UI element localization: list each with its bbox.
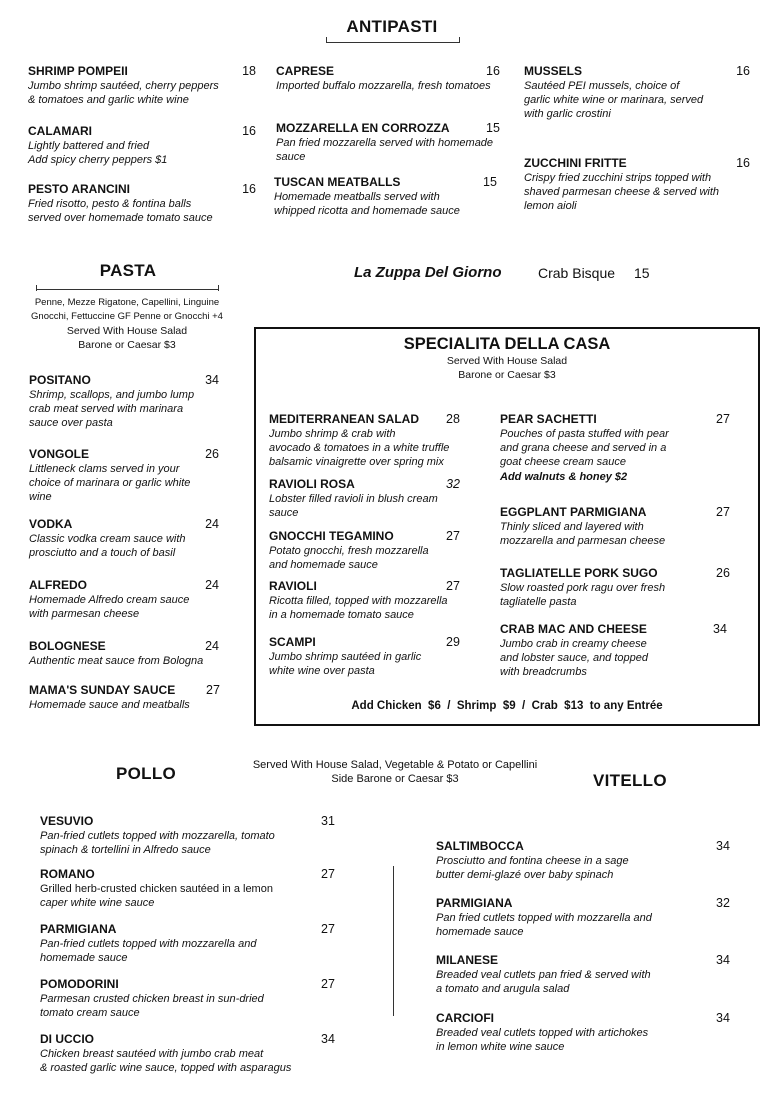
item-description: and grana cheese and served in a	[500, 442, 667, 454]
soup-title: La Zuppa Del Giorno	[354, 264, 502, 281]
item-name: VODKA	[29, 517, 73, 531]
item-name: RAVIOLI	[269, 579, 317, 593]
pasta-title: PASTA	[99, 261, 157, 280]
item-description: shaved parmesan cheese & served with	[524, 186, 720, 198]
menu-item-vesuvio	[40, 814, 340, 857]
item-description: Homemade Alfredo cream sauce	[29, 594, 190, 606]
menu-item-zucchini-fritte	[524, 156, 750, 213]
item-description: Breaded veal cutlets pan fried & served with	[436, 969, 651, 981]
column-divider	[393, 866, 394, 1016]
item-price: 27	[321, 867, 335, 881]
pasta-note: Gnocchi, Fettuccine GF Penne or Gnocchi +4	[31, 311, 223, 322]
item-description: Add spicy cherry peppers $1	[28, 154, 168, 166]
item-description: with parmesan cheese	[29, 608, 140, 620]
menu-item-mozzarella-en-corrozza	[276, 121, 506, 164]
addon-prices: Add Chicken $6 / Shrimp $9 / Crab $13 to any Entrée	[351, 700, 663, 712]
menu-item-bolognese	[29, 639, 219, 668]
item-description: Homemade meatballs served with	[274, 191, 440, 203]
item-description: lemon aioli	[524, 200, 577, 212]
item-price: 34	[321, 1032, 335, 1046]
item-price: 26	[205, 447, 219, 461]
menu-item-crab-mac-and-cheese	[500, 622, 730, 679]
menu-item-pesto-arancini	[28, 182, 256, 225]
menu-item-calamari	[28, 124, 256, 167]
pollo-title: POLLO	[116, 764, 177, 783]
item-description: Grilled herb-crusted chicken sautéed in a lemon	[40, 883, 273, 895]
item-description: sauce over pasta	[29, 417, 113, 429]
item-price: 24	[205, 578, 219, 592]
item-price: 32	[716, 896, 730, 910]
pasta-note: Penne, Mezze Rigatone, Capellini, Linguine	[34, 297, 220, 308]
item-description: garlic white wine or marinara, served	[524, 94, 704, 106]
item-name: CARCIOFI	[436, 1011, 494, 1025]
item-name: VESUVIO	[40, 814, 94, 828]
item-description: spinach & tortellini in Alfredo sauce	[40, 844, 211, 856]
item-name: VONGOLE	[29, 447, 90, 461]
item-description: Ricotta filled, topped with mozzarella	[269, 595, 448, 607]
entree-note-line: Served With House Salad, Vegetable & Potato or Capellini	[252, 759, 538, 771]
menu-item-parmigiana-vitello	[436, 896, 736, 939]
menu-item-milanese	[436, 953, 736, 996]
item-description: Pan-fried cutlets topped with mozzarella and	[40, 938, 257, 950]
item-price: 16	[736, 64, 750, 78]
item-description: Breaded veal cutlets topped with artichokes	[436, 1027, 649, 1039]
item-name: ZUCCHINI FRITTE	[524, 156, 627, 170]
item-price: 34	[716, 953, 730, 967]
specialita-title: SPECIALITA DELLA CASA	[403, 335, 611, 353]
item-description: & roasted garlic wine sauce, topped with asparagus	[40, 1062, 292, 1074]
antipasti-title: ANTIPASTI	[346, 17, 438, 36]
item-description: balsamic vinaigrette over spring mix	[269, 456, 444, 468]
item-description: butter demi-glazé over baby spinach	[436, 869, 614, 881]
item-description: Pan fried cutlets topped with mozzarella and	[436, 912, 652, 924]
item-description: with breadcrumbs	[500, 666, 587, 678]
item-description: Jumbo crab in creamy cheese	[500, 638, 647, 650]
item-description: white wine over pasta	[269, 665, 375, 677]
item-name: MILANESE	[436, 953, 499, 967]
specialita-subtitle: Served With House Salad	[446, 355, 568, 367]
item-price: 26	[716, 566, 730, 580]
item-description: Lobster filled ravioli in blush cream	[269, 493, 438, 505]
item-name: GNOCCHI TEGAMINO	[269, 529, 394, 543]
item-price: 28	[446, 412, 460, 426]
item-description: Slow roasted pork ragu over fresh	[500, 582, 666, 594]
item-price: 15	[486, 121, 500, 135]
item-description: Chicken breast sautéed with jumbo crab meat	[40, 1048, 264, 1060]
item-price: 34	[713, 622, 727, 636]
antipasti-rule-cap-right	[459, 37, 460, 43]
item-description: with garlic crostini	[524, 108, 611, 120]
item-price: 27	[716, 505, 730, 519]
pasta-note: Barone or Caesar $3	[78, 339, 176, 351]
item-name: DI UCCIO	[40, 1032, 94, 1046]
menu-item-vodka	[29, 517, 219, 560]
item-price: 27	[321, 922, 335, 936]
item-description: Homemade sauce and meatballs	[29, 699, 190, 711]
item-description: Littleneck clams served in your	[29, 463, 180, 475]
item-price: 29	[446, 635, 460, 649]
item-description: Thinly sliced and layered with	[500, 521, 644, 533]
item-price: 32	[446, 477, 460, 491]
item-description: prosciutto and a touch of basil	[29, 547, 176, 559]
menu-item-ravioli	[269, 579, 469, 622]
item-description: Pan fried mozzarella served with homemade	[276, 137, 494, 149]
item-price: 18	[242, 64, 256, 78]
item-price: 27	[321, 977, 335, 991]
item-name: SHRIMP POMPEII	[28, 64, 128, 78]
item-name: PARMIGIANA	[436, 896, 513, 910]
item-description: sauce	[269, 507, 299, 519]
item-name: EGGPLANT PARMIGIANA	[500, 505, 647, 519]
pasta-rule-cap-left	[36, 285, 37, 291]
item-description: Potato gnocchi, fresh mozzarella	[269, 545, 429, 557]
item-name: TAGLIATELLE PORK SUGO	[500, 566, 658, 580]
item-price: 27	[716, 412, 730, 426]
item-description: served over homemade tomato sauce	[28, 212, 213, 224]
vitello-title: VITELLO	[593, 771, 667, 790]
item-description: sauce	[276, 151, 306, 163]
item-description: Imported buffalo mozzarella, fresh tomatoes	[276, 80, 491, 92]
item-name: POMODORINI	[40, 977, 119, 991]
menu-item-gnocchi-tegamino	[269, 529, 469, 572]
menu-item-romano	[40, 867, 340, 910]
item-name: MUSSELS	[524, 64, 583, 78]
item-price: 16	[486, 64, 500, 78]
item-description: whipped ricotta and homemade sauce	[274, 205, 460, 217]
item-name: MOZZARELLA EN CORROZZA	[276, 121, 450, 135]
menu-item-alfredo	[29, 578, 219, 621]
menu-item-mediterranean-salad	[269, 412, 469, 469]
item-name: TUSCAN MEATBALLS	[274, 175, 401, 189]
menu-item-caprese	[276, 64, 500, 93]
item-addon: Add walnuts & honey $2	[500, 471, 628, 483]
menu-item-eggplant-parmigiana	[500, 505, 730, 548]
item-description: & tomatoes and garlic white wine	[28, 94, 189, 106]
menu-item-positano	[29, 373, 219, 430]
menu-item-carciofi	[436, 1011, 736, 1054]
item-description: a tomato and arugula salad	[436, 983, 570, 995]
item-description: crab meat served with marinara	[29, 403, 184, 415]
item-description: goat cheese cream sauce	[500, 456, 626, 468]
antipasti-rule	[326, 42, 460, 43]
pasta-note: Served With House Salad	[66, 325, 188, 337]
item-description: tagliatelle pasta	[500, 596, 577, 608]
item-name: PARMIGIANA	[40, 922, 117, 936]
item-description: Sautéed PEI mussels, choice of	[524, 80, 680, 92]
item-name: MEDITERRANEAN SALAD	[269, 412, 419, 426]
item-description: tomato cream sauce	[40, 1007, 140, 1019]
item-description: Prosciutto and fontina cheese in a sage	[436, 855, 629, 867]
item-description: and homemade sauce	[269, 559, 378, 571]
menu-item-mamas-sunday-sauce	[29, 683, 219, 712]
specialita-subtitle: Barone or Caesar $3	[458, 369, 556, 381]
menu-item-tagliatelle-pork-sugo	[500, 566, 730, 609]
item-price: 15	[483, 175, 497, 189]
menu-item-shrimp-pompeii	[28, 64, 256, 107]
item-description: Shrimp, scallops, and jumbo lump	[29, 389, 195, 401]
entree-note-line: Side Barone or Caesar $3	[331, 773, 459, 785]
menu-item-parmigiana-pollo	[40, 922, 340, 965]
menu-item-pear-sachetti	[500, 412, 730, 485]
item-description: Jumbo shrimp sautéed, cherry peppers	[28, 80, 219, 92]
item-description: mozzarella and parmesan cheese	[500, 535, 666, 547]
item-description: and lobster sauce, and topped	[500, 652, 649, 664]
item-description: avocado & tomatoes in a white truffle	[269, 442, 450, 454]
item-price: 27	[206, 683, 220, 697]
item-price: 16	[242, 124, 256, 138]
item-description: Pouches of pasta stuffed with pear	[500, 428, 669, 440]
item-name: PEAR SACHETTI	[500, 412, 597, 426]
item-description: Classic vodka cream sauce with	[29, 533, 186, 545]
item-description: Crispy fried zucchini strips topped with	[524, 172, 712, 184]
item-name: POSITANO	[29, 373, 91, 387]
pasta-rule	[36, 289, 219, 290]
antipasti-rule-cap-left	[326, 37, 327, 43]
item-price: 16	[242, 182, 256, 196]
item-name: CALAMARI	[28, 124, 92, 138]
item-name: ALFREDO	[29, 578, 87, 592]
menu-item-di-uccio	[40, 1032, 340, 1075]
item-description: in a homemade tomato sauce	[269, 609, 414, 621]
item-name: SALTIMBOCCA	[436, 839, 524, 853]
pasta-rule-cap-right	[218, 285, 219, 291]
menu-item-saltimbocca	[436, 839, 736, 882]
menu-item-scampi	[269, 635, 469, 678]
item-description: Jumbo shrimp sautéed in garlic	[269, 651, 422, 663]
menu-item-pomodorini	[40, 977, 340, 1020]
item-description: Pan-fried cutlets topped with mozzarella, tomato	[40, 830, 275, 842]
item-name: RAVIOLI ROSA	[269, 477, 355, 491]
item-description: Lightly battered and fried	[28, 140, 150, 152]
item-description: choice of marinara or garlic white	[29, 477, 191, 489]
menu-item-tuscan-meatballs	[274, 175, 504, 218]
item-name: BOLOGNESE	[29, 639, 106, 653]
item-price: 27	[446, 579, 460, 593]
item-price: 16	[736, 156, 750, 170]
item-price: 31	[321, 814, 335, 828]
item-description: Jumbo shrimp & crab with	[269, 428, 396, 440]
entree-note	[232, 758, 558, 786]
item-name: CAPRESE	[276, 64, 335, 78]
item-name: SCAMPI	[269, 635, 316, 649]
soup-name: Crab Bisque	[538, 265, 616, 281]
item-price: 34	[716, 1011, 730, 1025]
item-name: MAMA'S SUNDAY SAUCE	[29, 683, 176, 697]
item-description: wine	[29, 491, 52, 503]
item-description: homemade sauce	[436, 926, 524, 938]
item-description: Parmesan crusted chicken breast in sun-dried	[40, 993, 264, 1005]
item-description: homemade sauce	[40, 952, 128, 964]
item-price: 34	[205, 373, 219, 387]
item-price: 24	[205, 639, 219, 653]
item-price: 34	[716, 839, 730, 853]
item-description: Fried risotto, pesto & fontina balls	[28, 198, 192, 210]
soup-price: 15	[634, 265, 650, 281]
item-price: 24	[205, 517, 219, 531]
item-name: ROMANO	[40, 867, 95, 881]
menu-item-vongole	[29, 447, 219, 504]
pasta-notes	[18, 296, 236, 352]
item-price: 27	[446, 529, 460, 543]
item-description: Authentic meat sauce from Bologna	[29, 655, 204, 667]
menu-item-mussels	[524, 64, 750, 121]
item-description: caper white wine sauce	[40, 897, 155, 909]
menu-item-ravioli-rosa	[269, 477, 469, 520]
item-name: CRAB MAC AND CHEESE	[500, 622, 647, 636]
item-name: PESTO ARANCINI	[28, 182, 131, 196]
item-description: in lemon white wine sauce	[436, 1041, 565, 1053]
